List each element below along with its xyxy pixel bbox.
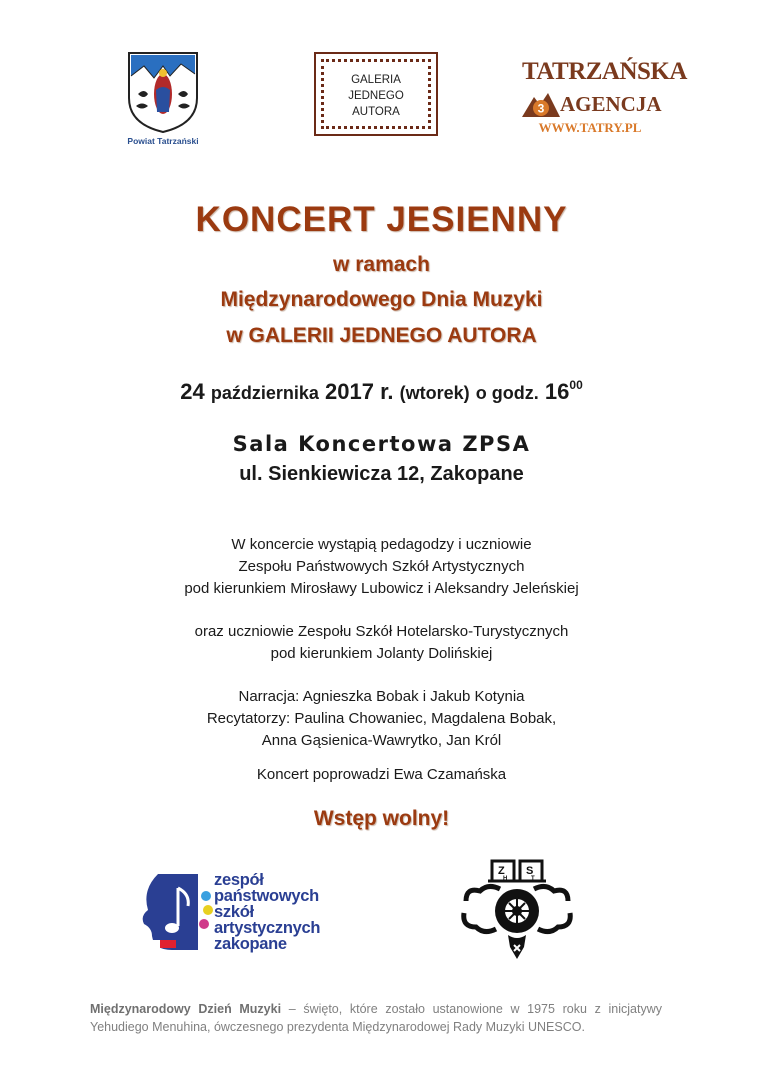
narration-paragraph — [0, 686, 763, 752]
agency-url: WWW.TATRY.PL — [538, 120, 642, 135]
host-line: Koncert poprowadzi Ewa Czamańska — [256, 766, 507, 783]
galeria-line: GALERIA — [351, 74, 401, 86]
zpsa-logo-text — [214, 872, 320, 952]
event-hour: 16 — [544, 379, 570, 404]
agency-mountain-icon — [522, 91, 560, 117]
galeria-line: AUTORA — [352, 106, 400, 118]
free-entry: Wstęp wolny! — [313, 807, 450, 830]
body-line: Narracja: Agnieszka Bobak i Jakub Kotynia — [238, 688, 525, 705]
body-line: W koncercie wystąpią pedagodzy i uczniowie — [231, 536, 532, 553]
agency-title: TATRZAŃSKA — [522, 58, 687, 85]
concert-title: KONCERT JESIENNY — [195, 200, 568, 239]
venue-name: Sala Koncertowa ZPSA — [232, 432, 531, 456]
event-date — [0, 378, 763, 405]
galeria-line: JEDNEGO — [348, 90, 404, 102]
zpsa-line: artystycznych — [214, 919, 321, 937]
event-weekday: (wtorek) — [399, 383, 470, 403]
zsht-emblem-icon — [458, 855, 576, 970]
body-line: Zespołu Państwowych Szkół Artystycznych — [238, 558, 525, 575]
event-year: 2017 r. — [325, 379, 394, 404]
galeria-logo-text — [316, 72, 436, 120]
footnote — [90, 1000, 662, 1036]
body-line: Recytatorzy: Paulina Chowaniec, Magdalena Bobak, — [206, 710, 557, 727]
zsht-letter: H — [503, 876, 508, 882]
zpsa-line: szkół — [214, 903, 254, 921]
agency-mark-label: 3 — [537, 101, 545, 116]
event-month: października — [210, 383, 319, 403]
powiat-caption: Powiat Tatrzański — [127, 136, 199, 146]
event-day: 24 — [180, 379, 205, 404]
performers-paragraph — [0, 534, 763, 600]
students-paragraph — [0, 621, 763, 665]
subtitle-line: w GALERII JEDNEGO AUTORA — [226, 324, 537, 347]
zpsa-line: zakopane — [214, 935, 287, 953]
zpsa-line: państwowych — [214, 887, 319, 905]
agency-subtitle: AGENCJA — [560, 92, 662, 116]
powiat-coat-of-arms-icon — [126, 50, 200, 134]
subtitle-line: Międzynarodowego Dnia Muzyki — [220, 288, 543, 311]
body-line: oraz uczniowie Zespołu Szkół Hotelarsko-Turystycznych — [194, 623, 569, 640]
footnote-term: Międzynarodowy Dzień Muzyki — [90, 1002, 282, 1016]
footnote-text: – święto, które zostało ustanowione w 1975 roku z inicjatywy Yehudiego Menuhina, ówczesnego prezydenta Międzynarodowej Rady Muzyki UNESCO. — [90, 1002, 662, 1034]
event-minutes: 00 — [569, 378, 583, 392]
subtitle-line: w ramach — [333, 253, 430, 276]
zsht-logo — [458, 855, 576, 970]
zsht-letter: S — [526, 865, 534, 877]
body-line: pod kierunkiem Mirosławy Lubowicz i Aleksandry Jeleńskiej — [184, 580, 579, 597]
zsht-letter: Z — [498, 865, 505, 877]
powiat-logo — [120, 50, 206, 150]
zpsa-line: zespół — [214, 871, 264, 889]
agency-logo — [520, 58, 687, 142]
galeria-logo — [314, 52, 438, 136]
body-line: Anna Gąsienica-Wawrytko, Jan Król — [261, 732, 502, 749]
zpsa-logo — [138, 868, 338, 958]
zpsa-music-note-icon — [138, 870, 216, 954]
zsht-letter: T — [531, 876, 535, 882]
venue-address: ul. Sienkiewicza 12, Zakopane — [239, 463, 524, 485]
event-time-prefix: o godz. — [475, 383, 539, 403]
body-line: pod kierunkiem Jolanty Dolińskiej — [270, 645, 493, 662]
